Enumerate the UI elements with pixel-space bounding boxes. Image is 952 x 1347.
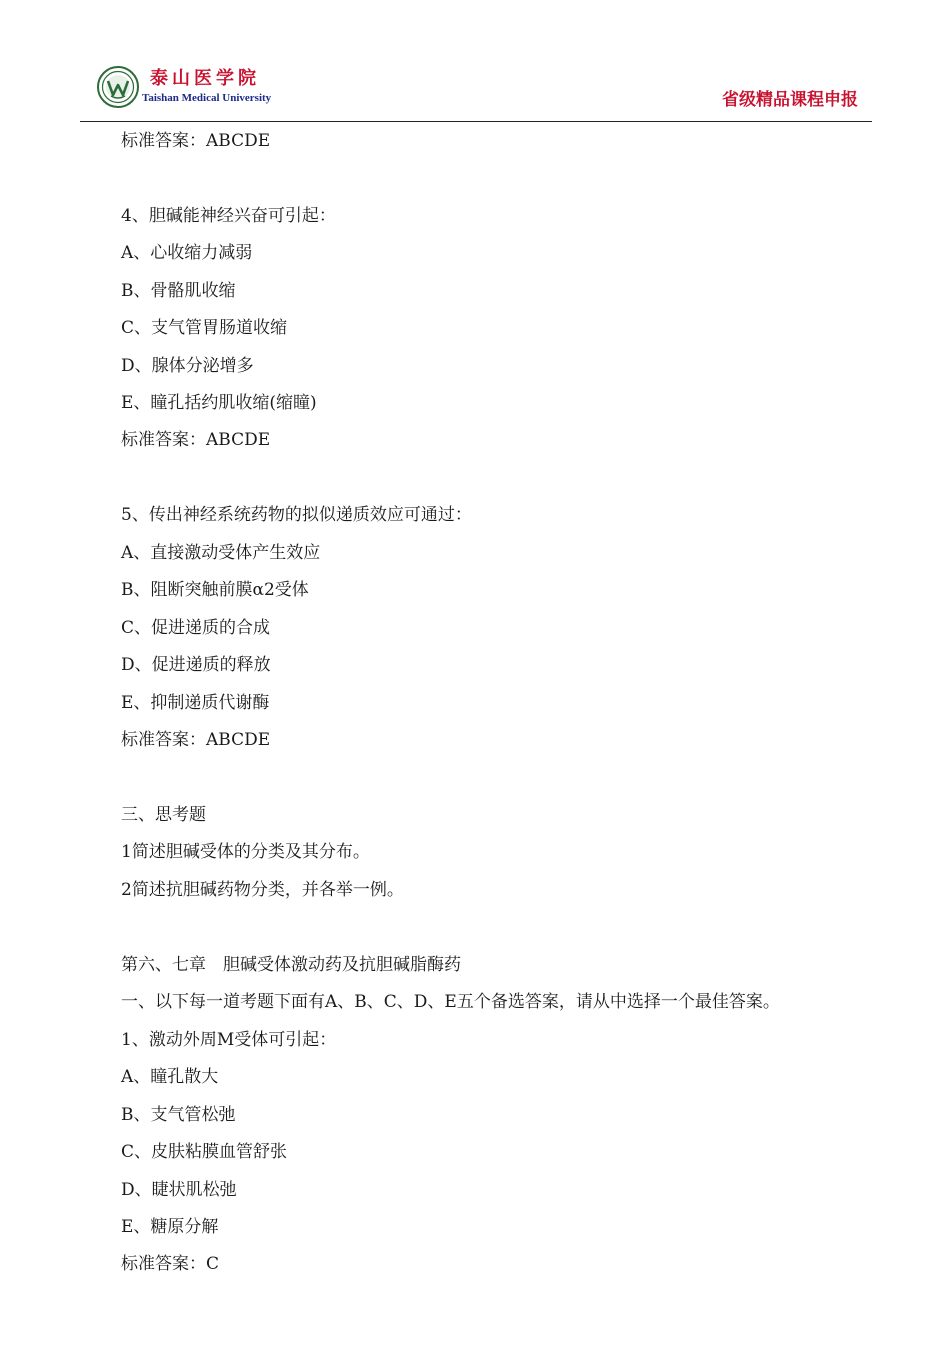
ch-q1-option-e: E、糖原分解 xyxy=(121,1217,219,1237)
page-header xyxy=(0,0,952,123)
university-logo-icon xyxy=(97,66,139,108)
q4-option-c: C、支气管胃肠道收缩 xyxy=(121,318,288,338)
q5-answer: 标准答案：ABCDE xyxy=(121,730,271,750)
thinking-title: 三、思考题 xyxy=(121,805,206,825)
q3-answer: 标准答案：ABCDE xyxy=(121,131,271,151)
ch-q1-option-a: A、瞳孔散大 xyxy=(121,1067,219,1087)
ch-q1-answer: 标准答案：C xyxy=(121,1254,220,1274)
q4-option-b: B、骨骼肌收缩 xyxy=(121,281,236,301)
ch-q1-option-d: D、睫状肌松弛 xyxy=(121,1180,237,1200)
header-divider xyxy=(80,121,872,122)
q4-question: 4、胆碱能神经兴奋可引起： xyxy=(121,206,336,226)
q4-option-d: D、腺体分泌增多 xyxy=(121,356,254,376)
thinking-item-2: 2简述抗胆碱药物分类，并各举一例。 xyxy=(121,880,404,900)
ch-q1-option-c: C、皮肤粘膜血管舒张 xyxy=(121,1142,288,1162)
chapter-title: 第六、七章 胆碱受体激动药及抗胆碱脂酶药 xyxy=(121,955,461,975)
ch-q1-option-b: B、支气管松弛 xyxy=(121,1105,236,1125)
ch-q1-question: 1、激动外周M受体可引起： xyxy=(121,1030,337,1050)
q5-option-e: E、抑制递质代谢酶 xyxy=(121,693,270,713)
university-name-cn: 泰山医学院 xyxy=(150,68,260,89)
header-course-title: 省级精品课程申报 xyxy=(722,90,858,110)
q5-question: 5、传出神经系统药物的拟似递质效应可通过： xyxy=(121,505,472,525)
q5-option-b: B、阻断突触前膜α2受体 xyxy=(121,580,309,600)
thinking-item-1: 1简述胆碱受体的分类及其分布。 xyxy=(121,842,370,862)
q4-answer: 标准答案：ABCDE xyxy=(121,430,271,450)
q4-option-e: E、瞳孔括约肌收缩(缩瞳) xyxy=(121,393,317,413)
university-name-en: Taishan Medical University xyxy=(142,92,272,104)
q5-option-c: C、促进递质的合成 xyxy=(121,618,271,638)
chapter-instruction: 一、以下每一道考题下面有A、B、C、D、E五个备选答案，请从中选择一个最佳答案。 xyxy=(121,992,780,1012)
q5-option-a: A、直接激动受体产生效应 xyxy=(121,543,321,563)
q5-option-d: D、促进递质的释放 xyxy=(121,655,271,675)
q4-option-a: A、心收缩力减弱 xyxy=(121,243,253,263)
